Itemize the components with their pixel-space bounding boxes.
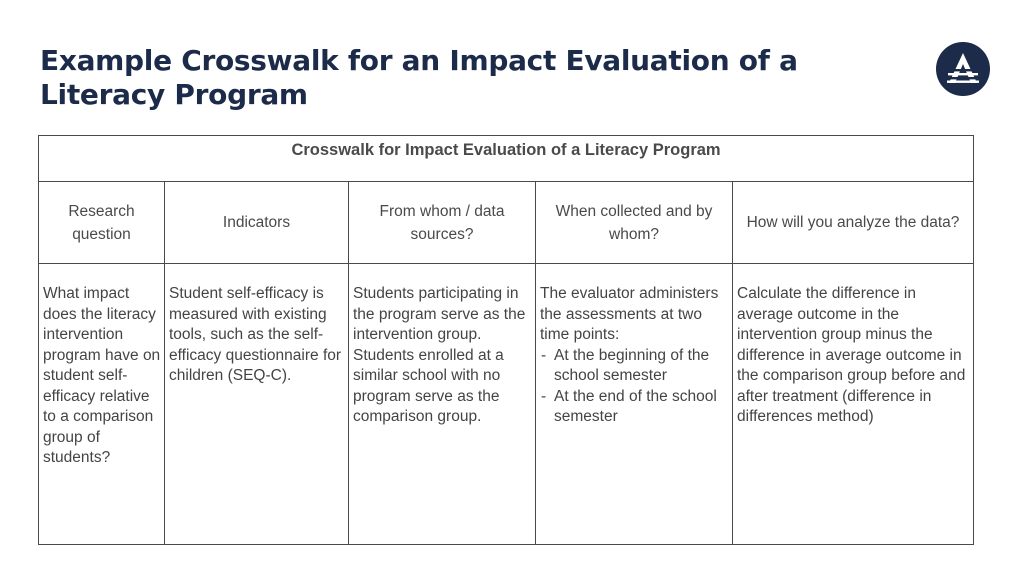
header-research-question <box>39 182 165 264</box>
header-data-sources <box>349 182 536 264</box>
slide-title-line-2: Literacy Program <box>40 78 308 111</box>
time-points-list <box>540 346 729 428</box>
list-item: - At the end of the school semester <box>540 387 729 428</box>
cell-research-question <box>39 264 165 545</box>
list-item: - At the beginning of the school semester <box>540 346 729 387</box>
cell-when-collected <box>536 264 733 545</box>
table-header-row <box>39 182 974 264</box>
header-analysis <box>733 182 974 264</box>
research-question-text: What impact does the literacy intervention program have on student self-efficacy relative to a comparison group of students? <box>43 285 161 466</box>
crosswalk-table <box>38 135 974 545</box>
table-caption-cell <box>39 136 974 182</box>
header-analysis-label: How will you analyze the data? <box>746 214 960 231</box>
indicators-text: Student self-efficacy is measured with existing tools, such as the self-efficacy questionnaire for children (SEQ-C). <box>169 285 342 384</box>
americorps-logo-icon <box>936 42 990 96</box>
when-collected-text <box>536 264 732 428</box>
header-research-question-label: Research question <box>68 202 135 243</box>
source-intervention-group: Students participating in the program serve as the intervention group. <box>353 285 526 343</box>
cell-data-sources <box>349 264 536 545</box>
cell-analysis <box>733 264 974 545</box>
header-indicators-label: Indicators <box>222 214 291 231</box>
analysis-text: Calculate the difference in average outcome in the intervention group minus the difference in average outcome in the comparison group before and after treatment (difference in differences method) <box>737 285 966 425</box>
header-when-collected <box>536 182 733 264</box>
table-row <box>39 264 974 545</box>
header-data-sources-label: From whom / data sources? <box>379 202 505 243</box>
header-indicators <box>165 182 349 264</box>
header-when-collected-label: When collected and by whom? <box>555 202 713 243</box>
when-collected-intro: The evaluator administers the assessments at two time points: <box>540 285 719 343</box>
slide-title-line-1: Example Crosswalk for an Impact Evaluation of a <box>40 44 798 77</box>
source-comparison-group: Students enrolled at a similar school with no program serve as the comparison group. <box>353 346 504 425</box>
table-caption: Crosswalk for Impact Evaluation of a Literacy Program <box>291 141 721 159</box>
slide-title <box>40 44 840 112</box>
cell-indicators <box>165 264 349 545</box>
data-sources-text <box>349 264 535 428</box>
